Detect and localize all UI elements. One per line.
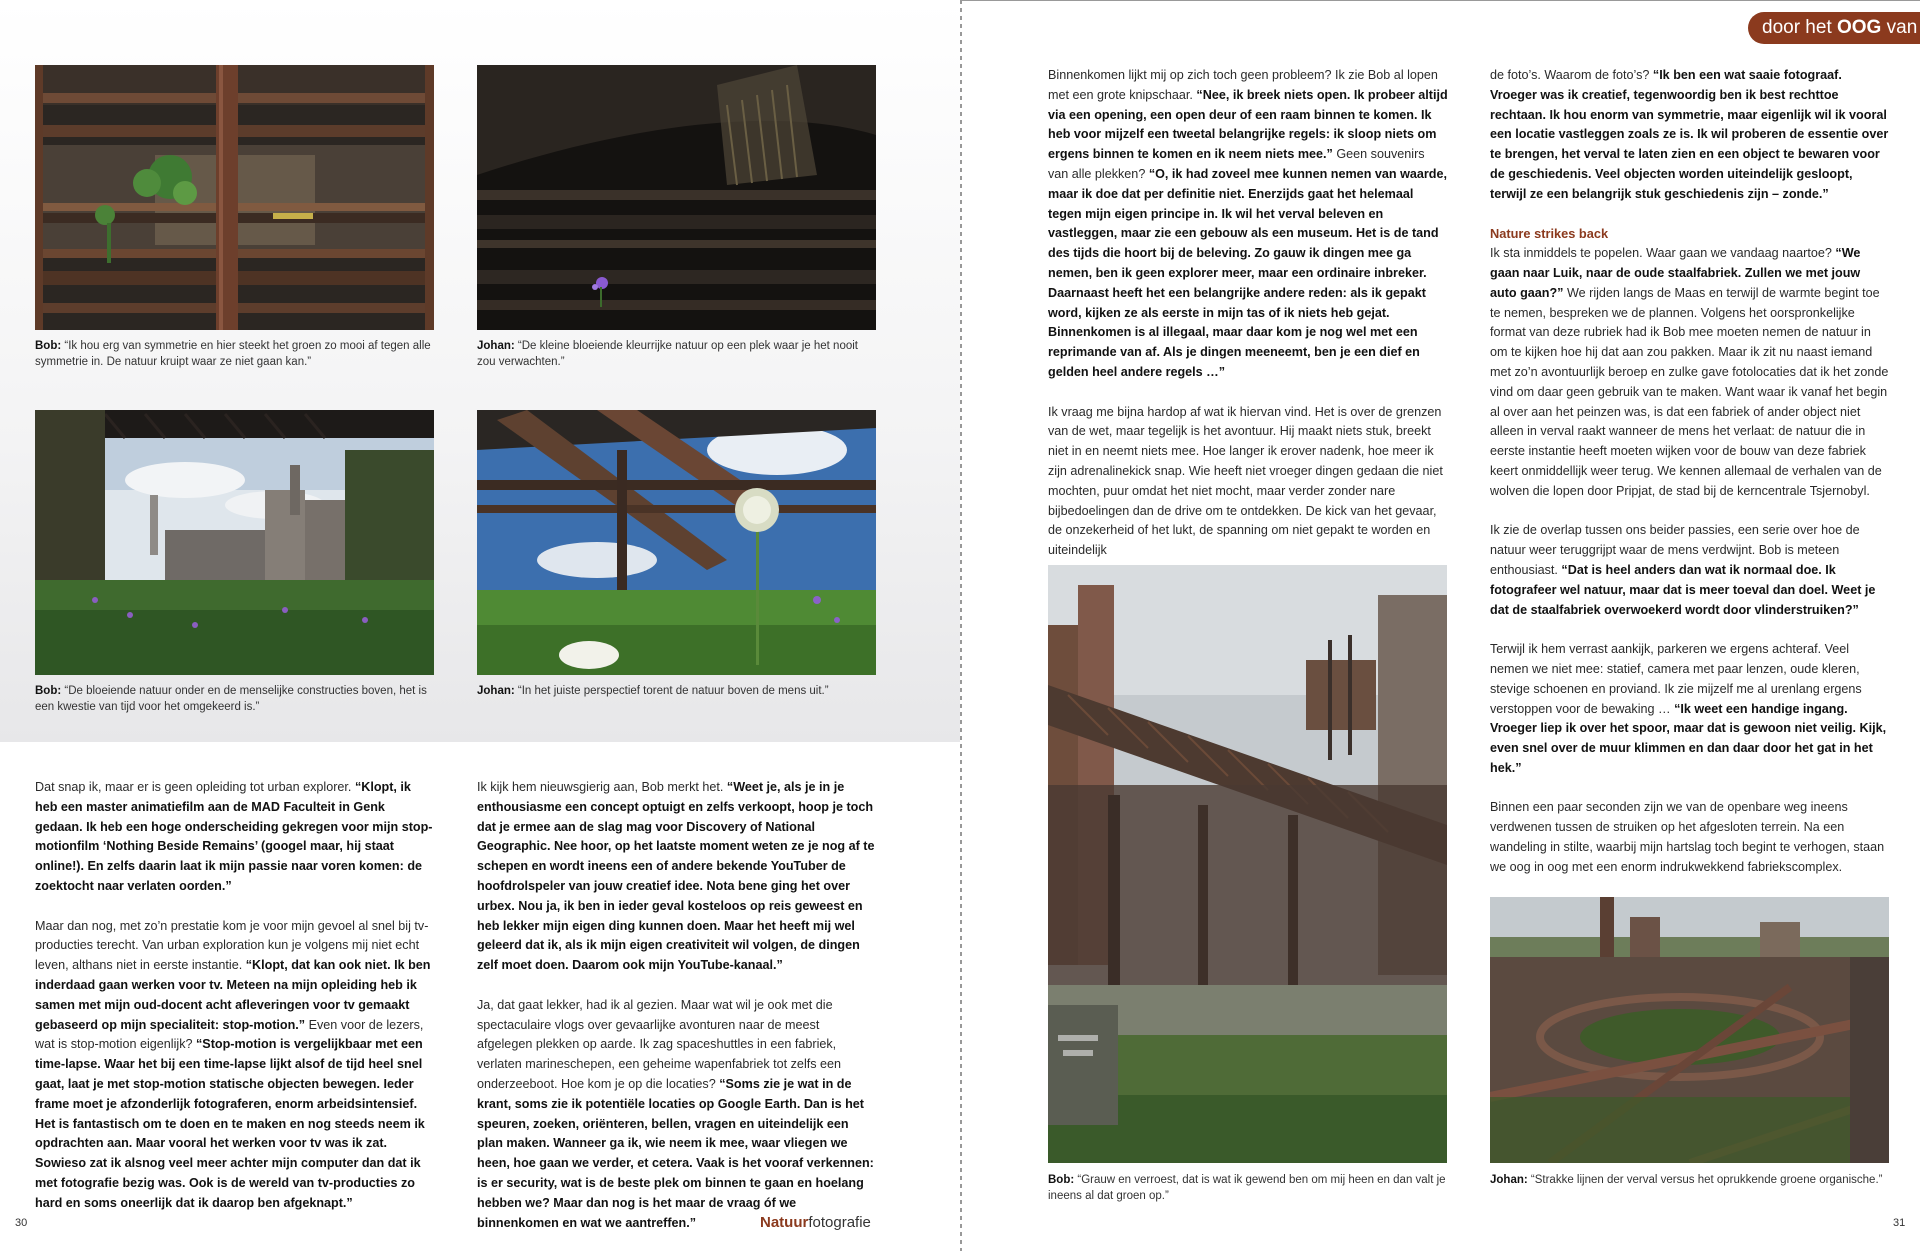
paragraph bbox=[1048, 66, 1448, 383]
text-run: Binnenkomen lijkt mij op zich toch geen probleem? Ik zie Bob al lopen met een grote knipschaar. bbox=[1048, 68, 1438, 102]
text-run: Maar dan nog, met zo’n prestatie kom je voor mijn gevoel al snel bij tv-producties terecht. Van urban exploration kun je volgens mij niet echt leven, althans niet in eerste instantie. bbox=[35, 918, 429, 973]
caption-photo-5 bbox=[1048, 1172, 1448, 1204]
brand-part-2: fotografie bbox=[808, 1214, 871, 1231]
caption-text: “Strakke lijnen der verval versus het oprukkende groene organische.” bbox=[1527, 1174, 1883, 1186]
caption-author: Johan: bbox=[477, 340, 515, 352]
section-heading: Nature strikes back bbox=[1490, 226, 1609, 242]
photo-perspective-flower bbox=[477, 410, 876, 675]
text-run: Dat snap ik, maar er is geen opleiding tot urban explorer. bbox=[35, 780, 355, 794]
caption-author: Bob: bbox=[1048, 1174, 1075, 1186]
quote-run: “Klopt, ik heb een master animatiefilm aan de MAD Faculteit in Genk gedaan. Ik heb een hoge onderscheiding gekregen voor mijn stop-motionfilm ‘Nothing Beside Remains’ (googel maar, hij staat online!). En zelfs daarin laat ik mijn passie naar voren komen: de zoektocht naar verlaten oorden.” bbox=[35, 780, 433, 893]
photo-rusted-conveyor bbox=[1048, 565, 1447, 1163]
paragraph: Binnen een paar seconden zijn we van de openbare weg ineens verdwenen tussen de struiken op het afgesloten terrein. Na een wandeling in stilte, waarbij mijn hartslag toch begint te verhogen, staan we oog in oog met een enorm indrukwekkend fabriekscomplex. bbox=[1490, 800, 1885, 874]
caption-text: “Ik hou erg van symmetrie en hier steekt het groen zo mooi af tegen alle symmetrie in. De natuur kruipt waar ze niet gaan kan.” bbox=[35, 340, 431, 368]
right-page bbox=[962, 0, 1920, 1251]
body-column-1 bbox=[35, 778, 435, 1233]
caption-photo-6 bbox=[1490, 1172, 1890, 1188]
section-tag bbox=[1748, 12, 1920, 44]
photo-dark-interior-flower bbox=[477, 65, 876, 330]
left-page bbox=[0, 0, 960, 1251]
quote-run: “Weet je, als je in je enthousiasme een concept optuigt en zelfs verkoopt, hoop je toch dat je ermee aan de slag mag voor Discovery of National Geographic. Nee hoor, op het laatste moment weten ze je nog af te schepen en wordt ineens een of andere bekende YouTuber de hoofdrolspeler van jouw creatief idee. Nota bene ging het over urbex. Nou ja, ik ben in ieder geval kosteloos op reis geweest en heb lekker mijn eigen ding kunnen doen. Maar het heeft mij wel geleerd dat ik, als ik mijn eigen creativiteit wil volgen, de dingen zelf moet doen. Daarom ook mijn YouTube-kanaal.” bbox=[477, 780, 875, 973]
text-run: Even voor de lezers, wat is stop-motion eigenlijk? bbox=[35, 1017, 424, 1052]
page-number-right: 31 bbox=[1893, 1217, 1906, 1229]
quote-run: “Dat is heel anders dan wat ik normaal doe. Ik fotografeer wel natuur, maar dat is meer toeval dan doel. Weet je dat de staalfabriek overwoekerd wordt door vlinderstruiken?” bbox=[1490, 562, 1876, 617]
text-run: Ja, dat gaat lekker, had ik al gezien. Maar wat wil je ook met die spectaculaire vlogs over gevaarlijke avonturen naar de meest afgelegen plekken op aarde. Ik zag spaceshuttles in een fabriek, verlaten marineschepen, een geheime wapenfabriek tot zelfs een onderzeeboot. Hoe kom je op die locaties? bbox=[477, 997, 842, 1091]
paragraph bbox=[477, 996, 877, 1234]
caption-text: “Grauw en verroest, dat is wat ik gewend ben om mij heen en dan valt je ineens al dat groen op.” bbox=[1048, 1174, 1446, 1202]
quote-run: “Klopt, dat kan ook niet. Ik ben inderdaad gaan werken voor tv. Meteen na mijn opleiding heb ik samen met mijn oud-docent acht afleveringen voor tv gemaakt gebaseerd op mijn specialiteit: stop-motion.” bbox=[35, 958, 431, 1032]
caption-photo-3 bbox=[35, 683, 435, 715]
caption-text: “De bloeiende natuur onder en de menselijke constructies boven, het is een kwestie van tijd voor het omgekeerd is.” bbox=[35, 685, 427, 713]
body-column-4 bbox=[1490, 66, 1890, 897]
brand-part-1: Natuur bbox=[760, 1214, 809, 1231]
body-column-2 bbox=[477, 778, 877, 1253]
caption-author: Bob: bbox=[35, 685, 62, 697]
paragraph bbox=[477, 778, 877, 976]
caption-photo-1 bbox=[35, 338, 435, 370]
text-run: Geen souvenirs van alle plekken? bbox=[1048, 147, 1425, 181]
caption-author: Bob: bbox=[35, 340, 62, 352]
tag-suffix: van bbox=[1881, 17, 1918, 38]
text-run: Ik zie de overlap tussen ons beider passies, een serie over hoe de natuur weer teruggrijpt waar de mens verdwijnt. Bob is meteen enthousiast. bbox=[1490, 523, 1860, 577]
caption-author: Johan: bbox=[477, 685, 515, 697]
paragraph bbox=[1490, 521, 1890, 620]
caption-author: Johan: bbox=[1490, 1174, 1528, 1186]
quote-run: “Stop-motion is vergelijkbaar met een time-lapse. Waar het bij een time-lapse lijkt alsof de tijd heel snel gaat, laat je met stop-motion statische objecten bewegen. Ieder frame moet je afzonderlijk fotograferen, enorm arbeidsintensief. Het is fantastisch om te doen en te maken en nog steeds neem ik opdrachten aan. Maar vooral het werken voor tv was ik zat. Sowieso zat ik alsnog veel meer achter mijn computer dan dat ik met fotografie bezig was. Ook is de wereld van tv-producties zo hard en soms oneerlijk dat ik daarop ben afgeknapt.” bbox=[35, 1037, 425, 1210]
quote-run: “Soms zie je wat in de krant, soms zie ik potentiële locaties op Google Earth. Dan is het speuren, zoeken, oriënteren, bellen, vragen en uiteindelijk een plan maken. Wanneer ga ik, wie neem ik mee, waar vliegen we heen, hoe gaan we verder, et cetera. Vaak is het vooraf verkennen: is er security, wat is de beste plek om binnen te gaan en hoelang hebben we? Maar dan nog is het maar de vraag óf we binnenkomen en wat we aantreffen.” bbox=[477, 1076, 874, 1230]
photo-nature-under-constructions bbox=[35, 410, 434, 675]
text-run: We rijden langs de Maas en terwijl de warmte begint toe te nemen, bespreken we de plannen. Volgens het oorspronkelijke format van deze rubriek had ik Bob mee moeten nemen de natuur in om te kijken hoe hij dat aan zou pakken. Maar ik zit nu naast iemand met zo’n avontuurlijk beroep en zulke gave fotolocaties dat ik het zonde vind om daar geen gebruik van te maken. Want waar ik vanaf het begin al over aan het peinzen was, is dat een fabriek of ander object niet alleen in verval raakt wanneer de mens het verlaat: de natuur die in eerste instantie heeft moeten wijken voor de bouw van deze fabriek keert onmiddellijk weer terug. We kennen allemaal de verhalen van de wolven die lopen door Pripjat, de stad bij de kerncentrale Tsjernobyl. bbox=[1490, 285, 1889, 498]
text-run: de foto’s. Waarom de foto’s? bbox=[1490, 68, 1653, 82]
paragraph bbox=[35, 917, 435, 1214]
paragraph bbox=[1490, 640, 1890, 779]
caption-photo-2 bbox=[477, 338, 877, 370]
text-run: Ik sta inmiddels te popelen. Waar gaan we vandaag naartoe? bbox=[1490, 246, 1836, 261]
quote-run: “Ik weet een handige ingang. Vroeger liep ik over het spoor, maar dat is gewoon niet veilig. Kijk, even snel over de muur klimmen en dan daar door het gat in het hek.” bbox=[1490, 701, 1887, 775]
paragraph bbox=[1490, 244, 1890, 501]
quote-run: “Ik ben een wat saaie fotograaf. Vroeger was ik creatief, tegenwoordig ben ik best rechttoe rechtaan. Ik hou enorm van symmetrie, maar eigenlijk wil ik vooral een locatie vastleggen zoals ze is. Ik wil proberen de essentie over te brengen, het verval te laten zien en een object te bewaren voor de geschiedenis. Veel objecten worden uiteindelijk gesloopt, terwijl ze een belangrijk stuk geschiedenis zijn – zonde.” bbox=[1490, 68, 1889, 201]
caption-text: “De kleine bloeiende kleurrijke natuur op een plek waar je het nooit zou verwachten.” bbox=[477, 340, 858, 368]
caption-text: “In het juiste perspectief torent de natuur boven de mens uit.” bbox=[514, 685, 829, 697]
magazine-brand bbox=[760, 1214, 871, 1231]
quote-run: “Nee, ik breek niets open. Ik probeer altijd via een opening, een open deur of een raam binnen te komen. Ik heb voor mijzelf een tweetal belangrijke regels: ik sloop niets om ergens binnen te komen en ik neem niets mee.” bbox=[1048, 87, 1448, 162]
quote-run: “We gaan naar Luik, naar de oude staalfabriek. Zullen we met jouw auto gaan?” bbox=[1490, 246, 1861, 300]
body-column-3 bbox=[1048, 66, 1448, 581]
paragraph bbox=[35, 778, 435, 897]
photo-factory-complex bbox=[1490, 897, 1889, 1163]
text-run: Terwijl ik hem verrast aankijk, parkeren we ergens achteraf. Veel nemen we niet mee: statief, camera met paar lenzen, oude kleren, stevige schoenen en proviand. Ik zie mijzelf me al urenlang ergens verstoppen voor de bewaking … bbox=[1490, 642, 1862, 716]
page-number-left: 30 bbox=[15, 1217, 28, 1229]
quote-run: “O, ik had zoveel mee kunnen nemen van waarde, maar ik doe dat per definitie niet. Enerzijds gaat het helemaal tegen mijn eigen principe in. Ik wil het verval beleven en vastleggen, maar zie een gebouw als een museum. Het is de tand des tijds die hoort bij de beleving. Zo gauw ik dingen mee ga nemen, ben ik geen explorer meer, maar een ordinaire inbreker. Daarnaast heeft het een belangrijke andere reden: als ik gepakt word, kijken ze als eerste in mijn tas of ik niets heb gejat. Binnenkomen is al illegaal, maar daar kom je nog wel met een reprimande van af. Als je dingen meeneemt, ben je een dief en gelden heel andere regels …” bbox=[1048, 166, 1447, 379]
tag-bold: OOG bbox=[1837, 17, 1882, 38]
tag-prefix: door het bbox=[1762, 17, 1837, 38]
paragraph bbox=[1490, 66, 1890, 205]
text-run: Ik kijk hem nieuwsgierig aan, Bob merkt het. bbox=[477, 780, 727, 794]
paragraph: Ik vraag me bijna hardop af wat ik hiervan vind. Het is over de grenzen van de wet, maar tegelijk is het avontuur. Hij maakt niets stuk, breekt niet in en neemt niets mee. Hoe langer ik erover nadenk, hoe meer ik zijn adrenalinekick snap. Wie heeft niet vroeger dingen gedaan die niet mochten, puur omdat het niet mocht, maar verder zonder nare bijbedoelingen dan de drive om te ontdekken. De kick van het gevaar, de onzekerheid of het lukt, de spanning om niet gepakt te worden en uiteindelijk bbox=[1048, 404, 1443, 558]
caption-photo-4 bbox=[477, 683, 877, 699]
photo-pipes-symmetry bbox=[35, 65, 434, 330]
